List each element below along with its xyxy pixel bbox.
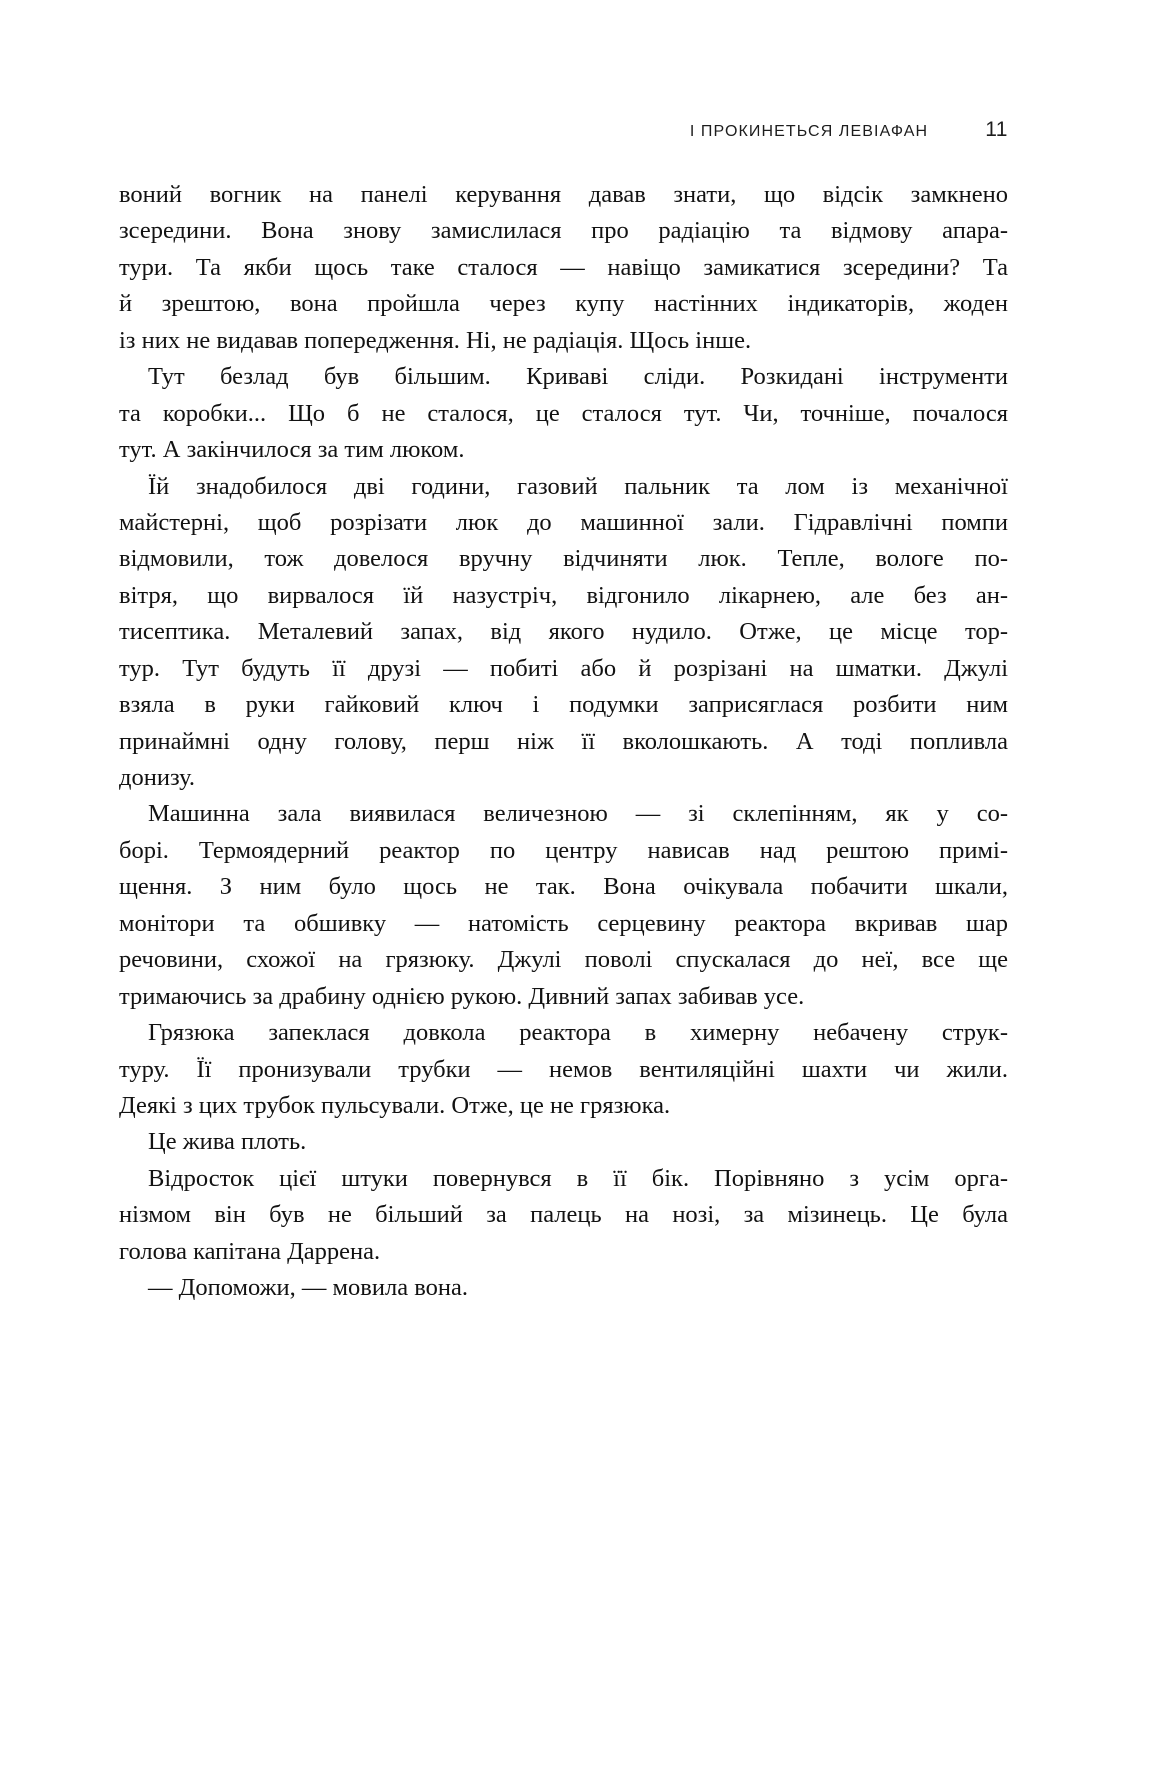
- page-number: 11: [985, 118, 1008, 141]
- text-line: вітря, що вирвалося їй назустріч, відгонило лікарнею, але без ан-: [119, 581, 1008, 609]
- text-line: нізмом він був не більший за палець на нозі, за мізинець. Це була: [119, 1201, 1008, 1229]
- paragraph: [119, 469, 1008, 797]
- text-line: й зрештою, вона пройшла через купу настінних індикаторів, жоден: [119, 290, 1008, 318]
- text-line: — Допоможи, — мовила вона.: [148, 1274, 468, 1302]
- running-title: І ПРОКИНЕТЬСЯ ЛЕВІАФАН: [689, 123, 929, 140]
- text-line: тримаючись за драбину однією рукою. Дивний запах забивав усе.: [119, 982, 805, 1010]
- text-line: зсередини. Вона знову замислилася про радіацію та відмову апара-: [119, 217, 1008, 245]
- text-line: із них не видавав попередження. Ні, не радіація. Щось інше.: [119, 326, 752, 354]
- paragraph: [119, 177, 1008, 359]
- text-line: Деякі з цих трубок пульсували. Отже, це не грязюка.: [119, 1091, 671, 1119]
- paragraph: [119, 1015, 1008, 1124]
- text-line: Це жива плоть.: [148, 1128, 307, 1156]
- page-body: [119, 177, 1008, 1307]
- paragraph: [119, 796, 1008, 1015]
- text-line: Їй знадобилося дві години, газовий пальник та лом із механічної: [148, 472, 1008, 500]
- text-line: туру. Її пронизували трубки — немов вентиляційні шахти чи жили.: [119, 1055, 1008, 1083]
- text-line: борі. Термоядерний реактор по центру нависав над рештою примі-: [119, 836, 1008, 864]
- text-line: речовини, схожої на грязюку. Джулі поволі спускалася до неї, все ще: [119, 946, 1008, 974]
- paragraph: [119, 1270, 1008, 1306]
- text-line: Грязюка запеклася довкола реактора в химерну небачену струк-: [148, 1019, 1008, 1047]
- text-line: майстерні, щоб розрізати люк до машинної зали. Гідравлічні помпи: [119, 508, 1008, 536]
- text-line: голова капітана Даррена.: [119, 1237, 381, 1265]
- text-line: донизу.: [119, 764, 196, 791]
- text-line: монітори та обшивку — натомість серцевину реактора вкривав шар: [119, 909, 1008, 937]
- text-line: тут. А закінчилося за тим люком.: [119, 436, 465, 464]
- text-line: Відросток цієї штуки повернувся в її бік. Порівняно з усім орга-: [148, 1164, 1008, 1192]
- running-header: [119, 118, 1008, 142]
- paragraph: [119, 1161, 1008, 1270]
- text-line: щення. З ним було щось не так. Вона очікувала побачити шкали,: [119, 873, 1008, 901]
- text-line: Тут безлад був більшим. Криваві сліди. Розкидані інструменти: [148, 363, 1008, 391]
- paragraph: [119, 359, 1008, 468]
- text-line: та коробки... Що б не сталося, це сталося тут. Чи, точніше, почалося: [119, 399, 1008, 427]
- text-line: відмовили, тож довелося вручну відчиняти люк. Тепле, вологе по-: [119, 545, 1008, 573]
- text-line: тур. Тут будуть її друзі — побиті або й розрізані на шматки. Джулі: [119, 654, 1008, 682]
- text-line: принаймні одну голову, перш ніж її вколошкають. А тоді попливла: [119, 727, 1008, 755]
- text-line: тисептика. Металевий запах, від якого нудило. Отже, це місце тор-: [119, 618, 1008, 646]
- text-line: воний вогник на панелі керування давав знати, що відсік замкнено: [119, 181, 1008, 208]
- text-line: Машинна зала виявилася величезною — зі склепінням, як у со-: [148, 800, 1008, 828]
- text-line: взяла в руки гайковий ключ і подумки заприсяглася розбити ним: [119, 691, 1008, 719]
- text-line: тури. Та якби щось таке сталося — навіщо замикатися зсередини? Та: [119, 253, 1008, 281]
- paragraph: [119, 1124, 1008, 1160]
